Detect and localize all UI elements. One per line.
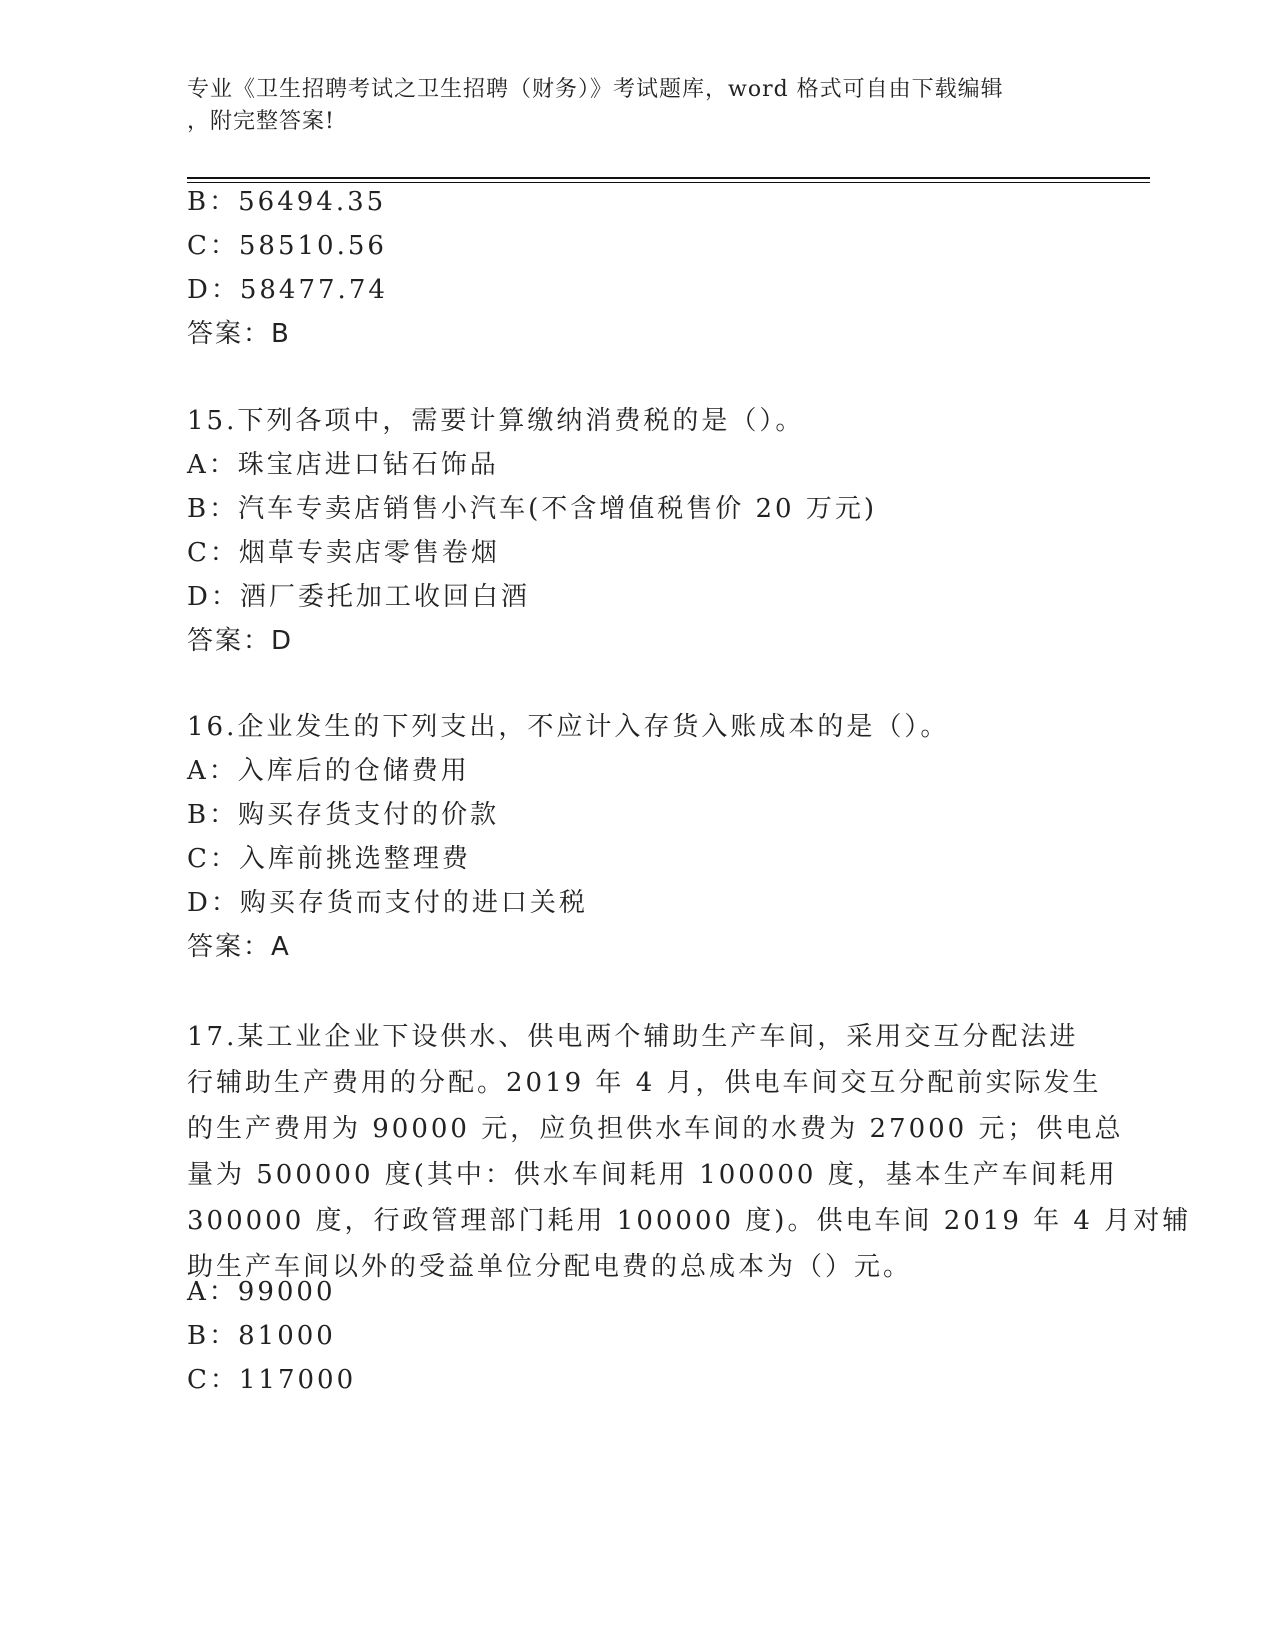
header-title-line-1: 专业《卫生招聘考试之卫生招聘（财务）》考试题库，word 格式可自由下载编辑 (187, 77, 1004, 102)
header-divider-thick (187, 177, 1150, 179)
q15-option-a: A：珠宝店进口钻石饰品 (187, 450, 499, 480)
q16-question: 16.企业发生的下列支出，不应计入存货入账成本的是（）。 (187, 712, 950, 742)
q17-option-a: A：99000 (187, 1277, 336, 1307)
q15-option-c: C：烟草专卖店零售卷烟 (187, 538, 500, 568)
q14-option-c: C：58510.56 (187, 231, 387, 261)
document-header (187, 74, 1067, 138)
q16-option-b: B：购买存货支付的价款 (187, 800, 500, 830)
q17-question-line: 助生产车间以外的受益单位分配电费的总成本为（）元。 (187, 1252, 913, 1282)
q17-question-line: 17.某工业企业下设供水、供电两个辅助生产车间，采用交互分配法进 (187, 1022, 1079, 1052)
q15-question: 15.下列各项中，需要计算缴纳消费税的是（）。 (187, 406, 805, 436)
header-divider-thin (187, 182, 1150, 183)
q14-answer: 答案：B (187, 319, 291, 349)
q17-question (187, 1014, 1192, 1290)
q17-option-c: C：117000 (187, 1365, 357, 1395)
q16-option-a: A：入库后的仓储费用 (187, 756, 470, 786)
header-title-line-2: ，附完整答案! (187, 109, 335, 134)
q15-option-d: D：酒厂委托加工收回白酒 (187, 582, 530, 612)
q16-option-d: D：购买存货而支付的进口关税 (187, 888, 588, 918)
q14-option-d: D：58477.74 (187, 275, 388, 305)
q17-question-line: 量为 500000 度(其中：供水车间耗用 100000 度，基本生产车间耗用 (187, 1160, 1118, 1190)
q17-question-line: 300000 度，行政管理部门耗用 100000 度)。供电车间 2019 年 4 月对辅 (187, 1206, 1192, 1236)
q17-question-line: 行辅助生产费用的分配。2019 年 4 月，供电车间交互分配前实际发生 (187, 1068, 1102, 1098)
q17-option-b: B：81000 (187, 1321, 336, 1351)
q16-option-c: C：入库前挑选整理费 (187, 844, 471, 874)
q16-answer: 答案：A (187, 932, 291, 962)
q15-option-b: B：汽车专卖店销售小汽车(不含增值税售价 20 万元) (187, 494, 878, 524)
q15-answer: 答案：D (187, 626, 294, 656)
q14-option-b: B：56494.35 (187, 187, 387, 217)
q17-question-line: 的生产费用为 90000 元，应负担供水车间的水费为 27000 元；供电总 (187, 1114, 1124, 1144)
